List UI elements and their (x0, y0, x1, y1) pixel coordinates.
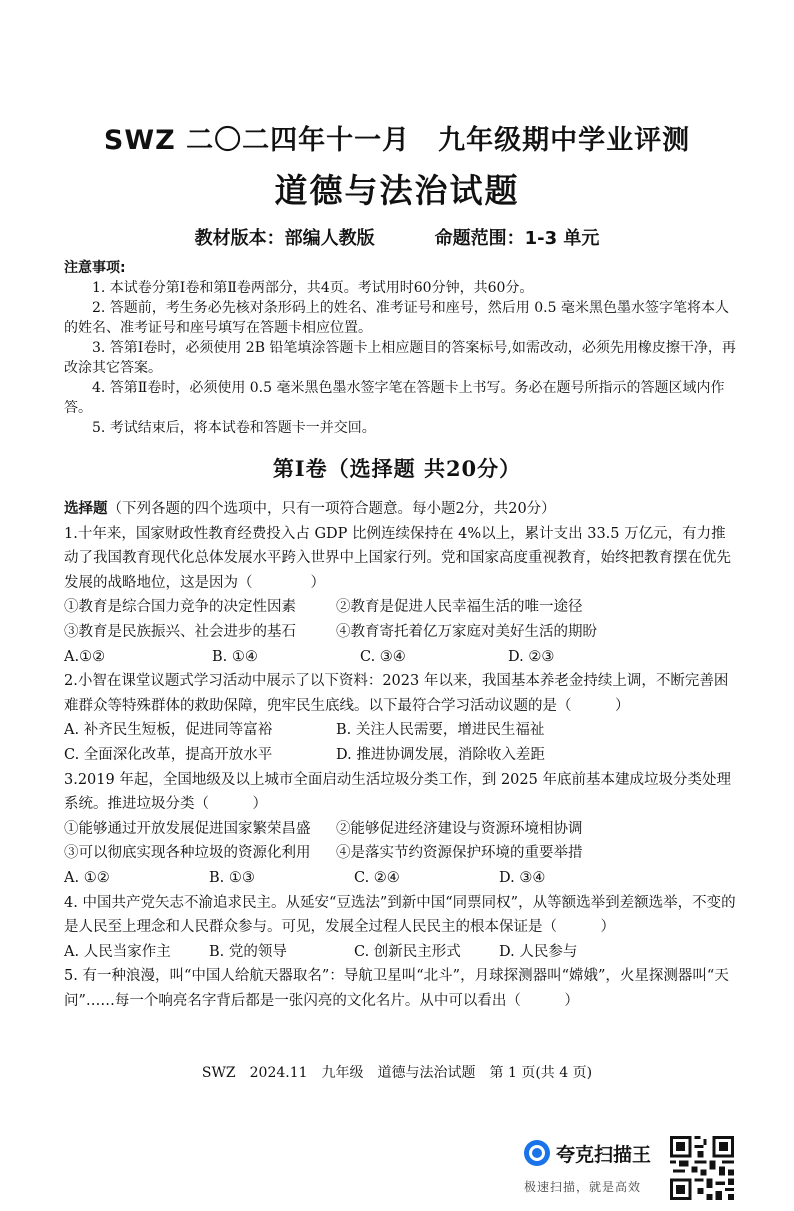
instruction-item: 2. 答题前，考生务必先核对条形码上的姓名、准考证号和座号，然后用 0.5 毫米黑色墨水签字笔将本人的姓名、准考证号和座号填写在答题卡相应位置。 (64, 300, 729, 336)
statement: ②教育是促进人民幸福生活的唯一途径 (336, 599, 583, 616)
exam-title: 道德与法治试题 (274, 171, 520, 210)
instruction-item: 4. 答第Ⅱ卷时，必须使用 0.5 毫米黑色墨水签字笔在答题卡上书写。务必在题号所指示的答题区域内作答。 (64, 380, 725, 416)
statement: ④教育寄托着亿万家庭对美好生活的期盼 (336, 623, 597, 640)
statement-row (64, 841, 736, 866)
instruction-item: 3. 答第Ⅰ卷时，必须使用 2B 铅笔填涂答题卡上相应题目的答案标号,如需改动，必须先用橡皮擦干净，再改涂其它答案。 (64, 340, 736, 376)
option-b: B. 关注人民需要，增进民生福祉 (336, 722, 545, 739)
instructions (64, 258, 736, 438)
question-stem: 3.2019 年起，全国地级及以上城市全面启动生活垃圾分类工作，到 2025 年底前基本建成垃圾分类处理系统。推进垃圾分类（ ） (64, 771, 731, 813)
statement: ①教育是综合国力竞争的决定性因素 (64, 599, 296, 616)
section-title: 第Ⅰ卷（选择题 共20分） (272, 456, 522, 481)
option-c: C. ②④ (354, 869, 400, 886)
statement: ③可以彻底实现各种垃圾的资源化利用 (64, 845, 311, 862)
question-stem: 5. 有一种浪漫，叫“中国人给航天器取名”：导航卫星叫“北斗”，月球探测器叫“嫦娥”，火星探测器叫“天问”……每一个响亮名字背后都是一张闪亮的文化名片。从中可以看出（ ） (64, 968, 729, 1009)
option-c: C. ③④ (360, 648, 406, 665)
option-d: D. ②③ (508, 648, 555, 665)
exam-scope: 命题范围：1-3 单元 (434, 228, 600, 249)
option-d: D. 人民参与 (499, 943, 578, 960)
textbook-edition: 教材版本：部编人教版 (194, 228, 375, 249)
option-d: D. ③④ (499, 869, 546, 886)
scanner-watermark (524, 1138, 664, 1198)
option-row (64, 645, 736, 670)
option-b: B. ①③ (209, 869, 255, 886)
option-b: B. 党的领导 (209, 943, 287, 960)
option-a: A. 补齐民生短板，促进同等富裕 (64, 722, 273, 739)
exam-header-line: SWZ 二〇二四年十一月 九年级期中学业评测 (103, 125, 691, 156)
option-row (64, 940, 736, 965)
instructions-title: 注意事项: (64, 260, 126, 276)
option-a: A. 人民当家作主 (64, 943, 171, 960)
questions (64, 497, 736, 1013)
option-b: B. ①④ (212, 648, 258, 665)
option-c: C. 创新民主形式 (354, 943, 461, 960)
section-intro (64, 497, 736, 522)
option-c: C. 全面深化改革，提高开放水平 (64, 746, 273, 763)
option-d: D. 推进协调发展，消除收入差距 (336, 746, 545, 763)
option-a: A. ①② (64, 869, 110, 886)
statement-row (64, 620, 736, 645)
watermark-name: 夸克扫描王 (556, 1144, 652, 1166)
quark-logo-icon (524, 1140, 550, 1166)
question-stem: 1.十年来，国家财政性教育经费投入占 GDP 比例连续保持在 4%以上，累计支出 33.5 万亿元，有力推动了我国教育现代化总体发展水平跨入世界中上国家行列。党和国家高度重视教育，始终把教育摆在优先发展的战略地位，这是因为（ ） (64, 525, 731, 591)
question-stem: 2.小智在课堂议题式学习活动中展示了以下资料：2023 年以来，我国基本养老金持续上调，不断完善困难群众等特殊群体的救助保障，兜牢民生底线。以下最符合学习活动议题的是（ ） (64, 673, 729, 714)
statement-row (64, 595, 736, 620)
instruction-item: 5. 考试结束后，将本试卷和答题卡一并交回。 (92, 420, 376, 436)
question-stem: 4. 中国共产党矢志不渝追求民主。从延安“豆选法”到新中国“同票同权”，从等额选举到差额选举，不变的是人民至上理念和人民群众参与。可见，发展全过程人民民主的根本保证是（ ） (64, 894, 736, 936)
option-row (64, 718, 736, 743)
statement: ②能够促进经济建设与资源环境相协调 (336, 820, 583, 837)
statement-row (64, 817, 736, 842)
qr-code-icon (670, 1136, 734, 1200)
option-row (64, 743, 736, 768)
statement: ①能够通过开放发展促进国家繁荣昌盛 (64, 820, 311, 837)
option-a: A.①② (64, 648, 106, 665)
option-row (64, 866, 736, 891)
exam-meta (0, 224, 794, 250)
page-footer: SWZ 2024.11 九年级 道德与法治试题 第 1 页(共 4 页) (201, 1065, 593, 1081)
watermark-tagline: 极速扫描，就是高效 (524, 1180, 642, 1194)
section-intro-label: 选择题 (64, 501, 108, 517)
statement: ③教育是民族振兴、社会进步的基石 (64, 623, 296, 640)
statement: ④是落实节约资源保护环境的重要举措 (336, 845, 583, 862)
instruction-item: 1. 本试卷分第Ⅰ卷和第Ⅱ卷两部分，共4页。考试用时60分钟，共60分。 (92, 280, 534, 296)
section-intro-text: （下列各题的四个选项中，只有一项符合题意。每小题2分，共20分） (107, 501, 556, 517)
